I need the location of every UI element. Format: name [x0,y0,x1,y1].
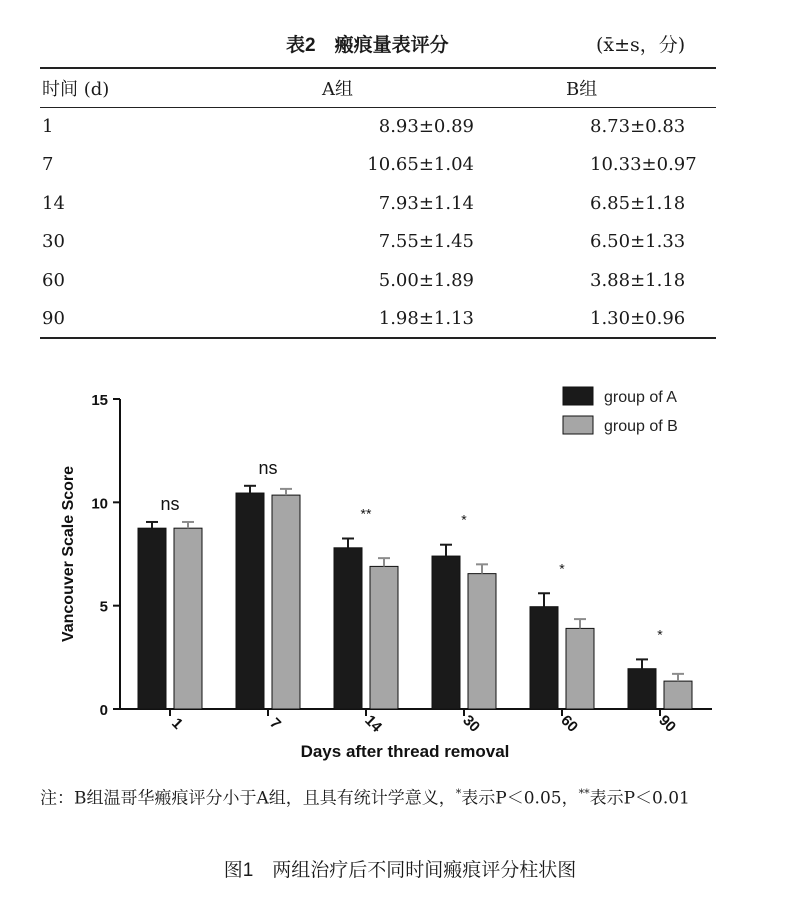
table-row [40,223,716,262]
bar-group-b [566,628,594,709]
cell-day: 90 [42,307,65,329]
significance-annotation: ** [360,505,372,522]
cell-group-a: 5.00±1.89 [378,269,474,291]
bar-group-b [370,566,398,709]
x-tick-label: 30 [459,711,484,736]
bar-group-b [272,495,300,709]
figure-caption: 图1 两组治疗后不同时间瘢痕评分柱状图 [223,860,577,881]
cell-group-a: 8.93±0.89 [378,116,474,137]
y-tick-label: 5 [99,598,108,616]
legend-label: group of A [604,389,677,406]
header-time: 时间 (d) [42,78,110,100]
cell-day: 14 [42,192,65,214]
cell-group-a: 7.93±1.14 [378,192,474,214]
table-row [40,107,716,146]
x-axis-label: Days after thread removal [300,742,510,761]
legend-swatch [563,387,593,405]
cell-group-b: 8.73±0.83 [590,116,686,137]
x-tick-label: 90 [655,711,680,736]
table-row [40,146,716,185]
bar-group-a [530,607,558,709]
table-header-row [40,68,716,107]
y-axis-label: Vancouver Scale Score [60,465,77,643]
y-tick-label: 0 [99,702,108,719]
table-unit: (x̄±s，分) [596,34,686,56]
cell-group-b: 1.30±0.96 [590,307,686,329]
bar-group-a [334,548,362,709]
significance-annotation: ns [160,493,180,514]
footnote-double-star: ** [578,787,590,800]
significance-annotation: * [657,626,663,643]
footnote [40,778,760,815]
footnote-text: 注：B组温哥华瘢痕评分小于A组，且具有统计学意义， [40,788,456,809]
bar-group-a [432,556,460,709]
cell-day: 30 [42,231,65,253]
cell-group-a: 7.55±1.45 [378,231,474,253]
significance-annotation: * [461,511,467,528]
x-tick-label: 7 [266,714,285,733]
cell-group-b: 3.88±1.18 [590,269,686,291]
header-group-a: A组 [322,78,353,100]
y-tick-label: 10 [91,495,108,513]
cell-group-a: 1.98±1.13 [378,307,474,329]
cell-day: 7 [42,154,54,176]
significance-annotation: ns [258,457,278,478]
x-tick-label: 60 [557,711,582,736]
bar-group-b [174,528,202,709]
y-tick-label: 15 [91,392,108,409]
bar-group-b [664,681,692,709]
footnote-star: * [455,787,462,800]
bar-group-b [468,574,496,709]
header-group-b: B组 [566,78,598,100]
table-title: 表2 瘢痕量表评分 [286,35,449,56]
footnote-text: 表示P＜0.01 [589,788,690,809]
cell-group-b: 6.50±1.33 [590,231,686,253]
legend-label: group of B [604,418,678,435]
cell-day: 1 [42,116,54,137]
bar-group-a [236,493,264,709]
score-table [40,67,716,339]
bar-chart [0,370,800,770]
cell-group-b: 6.85±1.18 [590,192,686,214]
footnote-text: 表示P＜0.05， [461,788,579,809]
cell-day: 60 [42,269,65,291]
table-caption [0,30,800,60]
table-row [40,184,716,223]
cell-group-b: 10.33±0.97 [590,154,697,176]
cell-group-a: 10.65±1.04 [367,154,474,176]
x-tick-label: 1 [168,714,187,733]
table-row [40,300,716,339]
bar-group-a [628,669,656,709]
bar-group-a [138,528,166,709]
legend-swatch [563,416,593,434]
table-row [40,261,716,300]
significance-annotation: * [559,560,565,577]
x-tick-label: 14 [361,711,386,736]
